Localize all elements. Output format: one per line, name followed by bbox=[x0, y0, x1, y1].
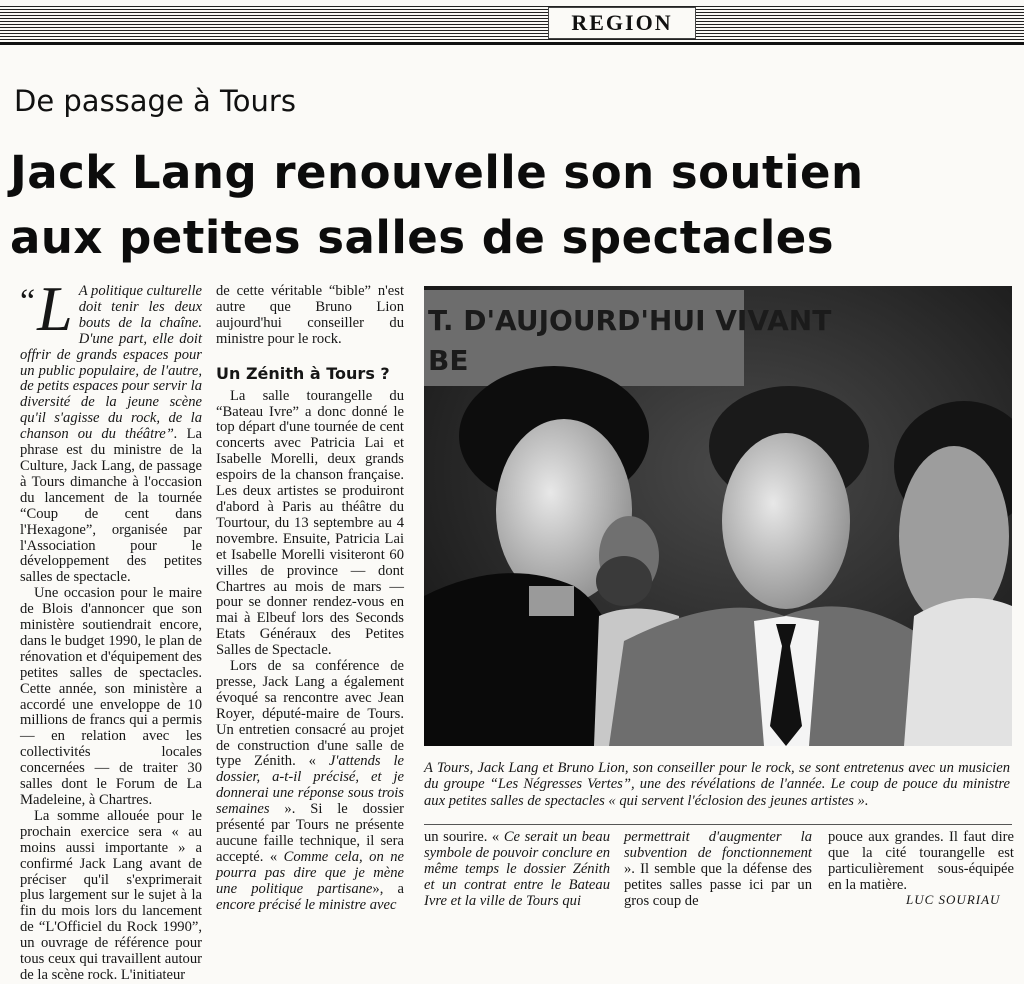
paragraph bbox=[216, 659, 404, 914]
paragraph: La somme allouée pour le prochain exercice sera « au moins aussi importante » a confirmé Jack Lang avant de préciser qu'il s'exprimerait plus largement sur le sujet à la fin du mois lors du lancement de “L'Officiel du Rock 1990”, un ouvrage de référence pour tous ceux qui travaillent autour de la scène rock. L'initiateur bbox=[20, 807, 202, 983]
lead-text: La phrase est du ministre de la Culture, Jack Lang, de passage à Tours dimanche à l'occasion du lancement de la tournée “Coup de cent dans l'Hexagone”, organisée par l'Association pour le développement des petites salles de spectacle. bbox=[20, 426, 202, 586]
headline-line-2: aux petites salles de spectacles bbox=[10, 211, 835, 264]
section-header-rule bbox=[0, 6, 1024, 44]
text-run: Lors de sa conférence de presse, Jack Lang a également évoqué sa rencontre avec Jean Royer, député-maire de Tours. Un entretien consacré au projet de construction d'une salle de type Zénith. « bbox=[216, 658, 404, 770]
text-run: ». Il semble que la défense des petites salles passe ici par un gros coup de bbox=[624, 860, 812, 909]
drop-cap: L bbox=[37, 273, 73, 344]
paragraph: pouce aux grandes. Il faut dire que la cité tourangelle est particulièrement sous-équipée en la matière. bbox=[828, 829, 1014, 893]
quote-run: encore précisé le ministre avec bbox=[216, 896, 397, 913]
subhead: Un Zénith à Tours ? bbox=[216, 363, 390, 383]
section-label: REGION bbox=[548, 7, 696, 39]
banner-text-2: BE bbox=[428, 344, 469, 377]
photo-illustration bbox=[424, 286, 1012, 746]
quote-run: J'attends le dossier, a-t-il précisé, et je donnerai une réponse sous trois semaines bbox=[216, 753, 404, 818]
kicker: De passage à Tours bbox=[14, 84, 296, 118]
paragraph: Une occasion pour le maire de Blois d'annoncer que son ministère soutiendrait encore, dans le budget 1990, le plan de rénovation et d'équipement des petites salles de spectacles. Cette année, son ministère a accordé une enveloppe de 10 millions de francs qui a permis — en relation avec les collectivités locales concernées — de traiter 30 salles dont le Forum de La Madeleine, à Chartres. bbox=[20, 585, 202, 808]
quote-run: Comme cela, on ne pourra pas dire que je mène une politique partisane bbox=[216, 848, 404, 897]
lead-paragraph bbox=[20, 273, 202, 586]
paragraph bbox=[624, 830, 812, 910]
article-column-2 bbox=[216, 284, 404, 914]
headline-line-1: Jack Lang renouvelle son soutien bbox=[10, 146, 864, 199]
headline bbox=[10, 140, 1014, 270]
paragraph: La salle tourangelle du “Bateau Ivre” a donc donné le top départ d'une tournée de cent concerts avec Patricia Lai et Isabelle Morelli, deux grands espoirs de la chanson française. Les deux artistes se produiront d'abord à Paris au théâtre du Tourtour, du 13 septembre au 4 novembre. Ensuite, Patricia Lai et Isabelle Morelli visiteront 60 villes de province — dont Chartres au mois de mars — pour se donner rendez-vous en mai à Elbeuf lors des Seconds Etats Généraux des Petites Salles de Spectacle. bbox=[216, 387, 404, 659]
lead-quote: A politique culturelle doit tenir les deux bouts de la chaîne. D'une part, elle doit offrir de grands espaces pour un public populaire, de l'autre, de petits espaces pour servir la diversité de la jeune scène qu'il s'agisse du rock, de la chanson ou du théâtre”. bbox=[20, 283, 202, 443]
text-run: un sourire. « bbox=[424, 829, 500, 845]
article-column-3 bbox=[424, 830, 610, 910]
caption-divider bbox=[424, 824, 1012, 825]
banner-text: T. D'AUJOURD'HUI VIVANT bbox=[428, 304, 832, 337]
photo-caption: A Tours, Jack Lang et Bruno Lion, son conseiller pour le rock, se sont entretenus avec un musicien du groupe “Les Négresses Vertes”, une des révélations de l'année. Le coup de pouce du ministre aux petites salles de spectacles « qui servent l'éclosion des jeunes artistes ». bbox=[424, 760, 1010, 809]
paragraph bbox=[424, 830, 610, 910]
text-run: », a bbox=[372, 880, 404, 897]
article-column-1 bbox=[20, 273, 202, 984]
byline: LUC SOURIAU bbox=[906, 892, 1001, 907]
quote-run: permettrait d'augmenter la subvention de fonctionnement bbox=[624, 829, 812, 861]
quote-mark: “ bbox=[20, 283, 36, 320]
article-column-4 bbox=[624, 830, 812, 910]
header-rule-bottom bbox=[0, 42, 1024, 45]
quote-run: Ce serait un beau symbole de pouvoir conclure en même temps le dossier Zénith et un contrat entre le Bateau Ivre et la ville de Tours qui bbox=[424, 829, 610, 909]
article-column-5 bbox=[828, 830, 1014, 894]
news-photo bbox=[424, 286, 1012, 746]
paragraph: de cette véritable “bible” n'est autre que Bruno Lion aujourd'hui conseiller du ministre pour le rock. bbox=[216, 283, 404, 347]
text-run: ». Si le dossier présenté par Tours ne présente aucune faille technique, il sera accepté. « bbox=[216, 801, 404, 865]
